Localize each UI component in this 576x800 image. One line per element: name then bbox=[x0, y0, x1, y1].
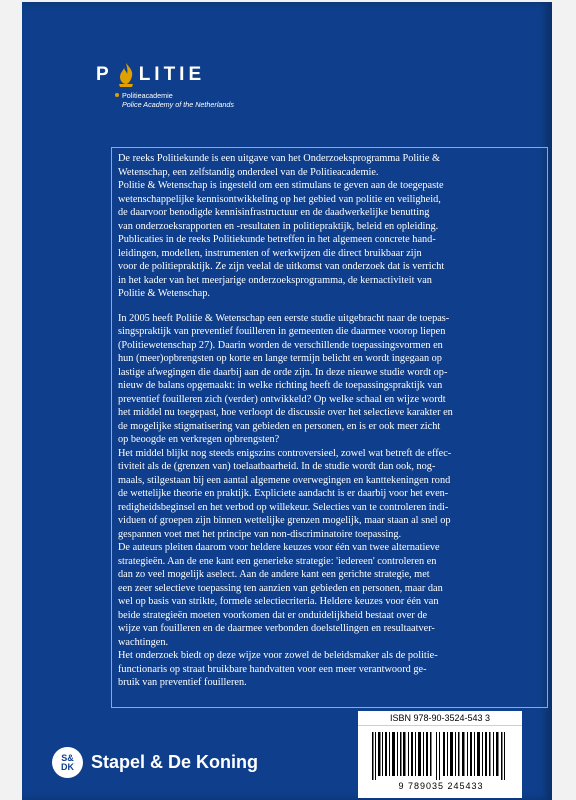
barcode bbox=[358, 725, 522, 798]
paragraph-1: De reeks Politiekunde is een uitgave van het Onderzoeksprogramma Politie & Wetenschap, een zelfstandig onderdeel van de Politieacademie. bbox=[118, 153, 440, 178]
publisher-logo-icon: S& DK bbox=[52, 747, 83, 778]
bullet-dot-icon bbox=[115, 93, 119, 97]
flame-emblem-icon bbox=[115, 62, 137, 88]
paragraph-3: Publicaties in de reeks Politiekunde betreffen in het algemeen concrete hand- leidingen, modellen, instrumenten of werkwijzen die direct bruikbaar zijn voor de politiepraktijk. Ze zijn veelal de uitkomst van onderzoek dat is verricht in het kader van het meerjarige onderzoeksprogramma, de kernactiviteit van Politie & Wetenschap. bbox=[118, 234, 445, 299]
publisher-block bbox=[52, 747, 258, 778]
politie-logo bbox=[96, 62, 234, 109]
barcode-bars-icon bbox=[366, 732, 516, 780]
logo-subtitle-nl-text: Politieacademie bbox=[122, 91, 173, 100]
logo-letter-p: P bbox=[96, 64, 113, 85]
back-cover bbox=[22, 2, 552, 800]
barcode-digits: 9 789035 245433 bbox=[398, 781, 484, 791]
paragraph-2: Politie & Wetenschap is ingesteld om een stimulans te geven aan de toegepaste wetenschappelijke kennisontwikkeling op het gebied van politie en veiligheid, de daarvoor benodigde kennisinfrastructuur en de daadwerkelijke benutting van onderzoeksrapporten en -resultaten in politiepraktijk, beleid en opleiding. bbox=[118, 180, 444, 232]
publisher-name: Stapel & De Koning bbox=[91, 752, 259, 772]
paragraph-4: In 2005 heeft Politie & Wetenschap een eerste studie uitgebracht naar de toepas- singspraktijk van preventief fouilleren in gemeenten die daarmee voorop liepen (Politiewetenschap 27). Daarin worden de verschillende toepassingsvormen en hun (meer)opbrengsten op korte en lange termijn belicht en wordt ingegaan op lastige afwegingen die daarbij aan de orde zijn. In deze nieuwe studie wordt op- nieuw de balans opgemaakt: in welke richting heeft de toepassingspraktijk van preventief fouilleren zich (verder) ontwikkeld? Op welke schaal en wijze wordt het middel nu toegepast, hoe verloopt de discussie over het selectieve karakter en de mogelijke stigmatisering van gebieden en personen, en is er ook meer zicht op beoogde en verkregen opbrengsten? bbox=[118, 312, 453, 445]
logo-subtitle-nl bbox=[122, 91, 234, 100]
logo-letters-rest: LITIE bbox=[138, 64, 206, 85]
paragraph-6: De auteurs pleiten daarom voor heldere keuzes voor één van twee alternatieve strategieën. Aan de ene kant een generieke strategie: 'iedereen' controleren en dan zo veel mogelijk aselect. Aan de andere kant een gerichte strategie, met een zeer selectieve toepassing ten aanzien van gebieden en personen, maar dan wel op basis van strikte, formele selectiecriteria. Heldere keuzes voor één van beide strategieën moeten voorkomen dat er onduidelijkheid bestaat over de wijze van fouilleren en de daarmee verbonden doelstellingen en resultaatver- wachtingen. bbox=[118, 542, 443, 648]
logo-wordmark bbox=[96, 62, 234, 88]
logo-subtitle-en: Police Academy of the Netherlands bbox=[122, 100, 234, 109]
description-frame bbox=[111, 147, 548, 708]
isbn-label: ISBN 978-90-3524-543 3 bbox=[358, 711, 522, 725]
paragraph-7: Het onderzoek biedt op deze wijze voor zowel de beleidsmaker als de politie- functionaris op straat bruikbare handvatten voor een meer verantwoord ge- bruik van preventief fouilleren. bbox=[118, 650, 438, 688]
paragraph-5: Het middel blijkt nog steeds enigszins controversieel, zowel wat betreft de effec- tiviteit als de (grenzen van) toelaatbaarheid. In de studie wordt dan ook, nog- maals, stilgestaan bij een aantal algemene overwegingen en kanttekeningen rond de wettelijke theorie en praktijk. Expliciete aandacht is er daarbij voor het even- redigheidsbeginsel en het verbod op willekeur. Selecties van te controleren indi- viduen of groepen zijn binnen wettelijke grenzen mogelijk, maar staan al snel op gespannen voet met het principe van non-discriminatoire toepassing. bbox=[118, 447, 452, 540]
